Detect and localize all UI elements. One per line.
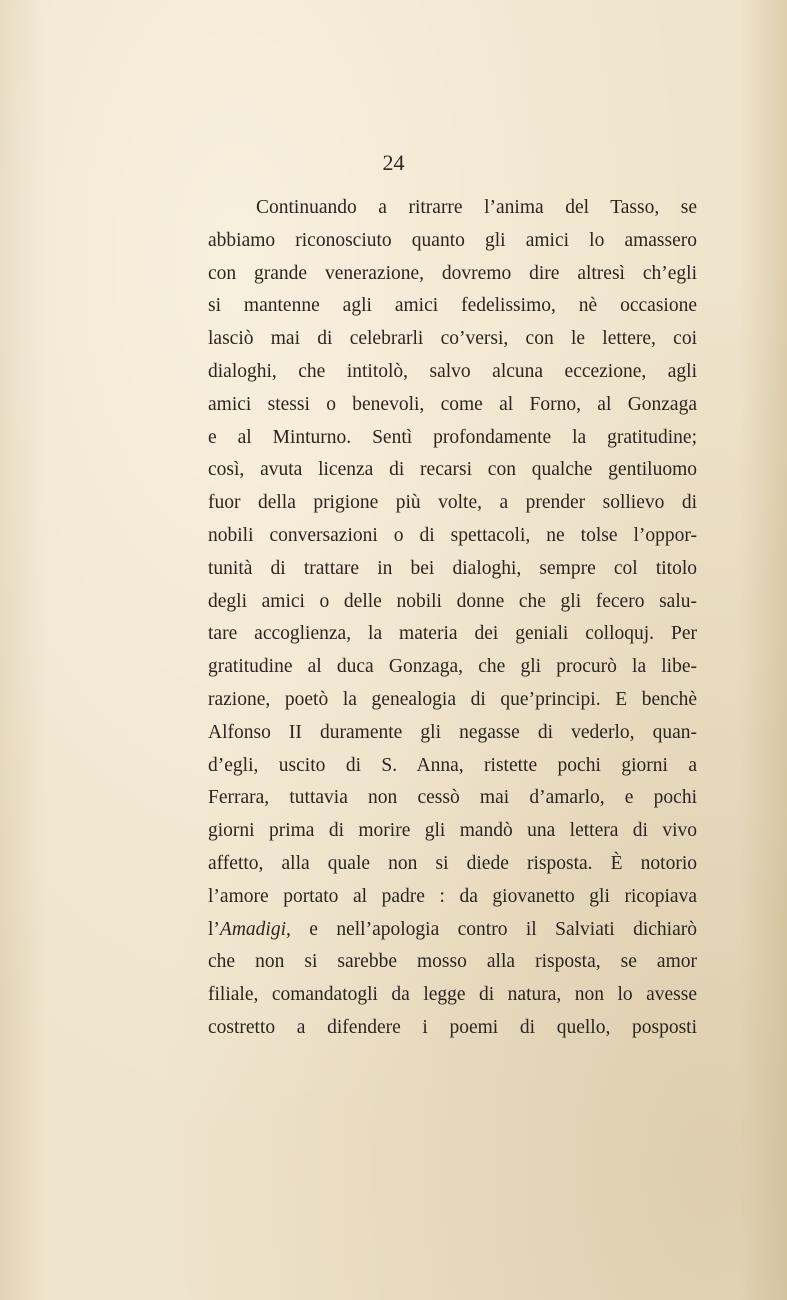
text-line: filiale, comandatogli da legge di natura, non lo avesse: [208, 984, 697, 1006]
body-text: [208, 192, 697, 1045]
text-line: d’egli, uscito di S. Anna, ristette pochi giorni a: [208, 754, 697, 776]
text-line: tare accoglienza, la materia dei geniali colloquj. Per: [208, 623, 697, 645]
text-line: dialoghi, che intitolò, salvo alcuna eccezione, agli: [208, 360, 697, 382]
text-line: Continuando a ritrarre l’anima del Tasso, se: [256, 197, 697, 218]
italic-title: Amadigi,: [219, 918, 291, 940]
text-line: amici stessi o benevoli, come al Forno, al Gonzaga: [208, 393, 697, 415]
text-line: così, avuta licenza di recarsi con qualche gentiluomo: [208, 459, 697, 481]
text-line: Alfonso II duramente gli negasse di vederlo, quan-: [208, 721, 697, 743]
page-number: 24: [382, 150, 405, 175]
text-line: l’amore portato al padre : da giovanetto gli ricopiava: [208, 885, 697, 907]
text-line: degli amici o delle nobili donne che gli fecero salu-: [208, 590, 697, 612]
text-line: affetto, alla quale non si diede risposta. È notorio: [208, 852, 697, 874]
text-line: costretto a difendere i poemi di quello, posposti: [208, 1016, 697, 1038]
text-line: giorni prima di morire gli mandò una lettera di vivo: [208, 820, 697, 842]
text-line: lasciò mai di celebrarli co’versi, con le lettere, coi: [208, 328, 697, 350]
text-line: si mantenne agli amici fedelissimo, nè occasione: [208, 295, 697, 317]
text-line: tunità di trattare in bei dialoghi, sempre col titolo: [208, 557, 697, 579]
text-line: razione, poetò la genealogia di que’principi. E benchè: [208, 688, 697, 710]
text-line: nobili conversazioni o di spettacoli, ne tolse l’oppor-: [208, 524, 697, 546]
text-line: che non si sarebbe mosso alla risposta, se amor: [208, 951, 697, 973]
text-line: gratitudine al duca Gonzaga, che gli procurò la libe-: [208, 656, 697, 678]
text-fragment: e nell’apologia contro il Salviati dichiarò: [290, 918, 697, 940]
text-fragment: l’: [208, 918, 220, 940]
text-line: con grande venerazione, dovremo dire altresì ch’egli: [208, 262, 697, 284]
text-line: Ferrara, tuttavia non cessò mai d’amarlo, e pochi: [208, 787, 697, 809]
text-line: abbiamo riconosciuto quanto gli amici lo amassero: [208, 229, 697, 251]
text-line: fuor della prigione più volte, a prender sollievo di: [208, 492, 697, 514]
text-line: e al Minturno. Sentì profondamente la gratitudine;: [208, 426, 697, 448]
text-line-amadigi: [208, 914, 697, 947]
